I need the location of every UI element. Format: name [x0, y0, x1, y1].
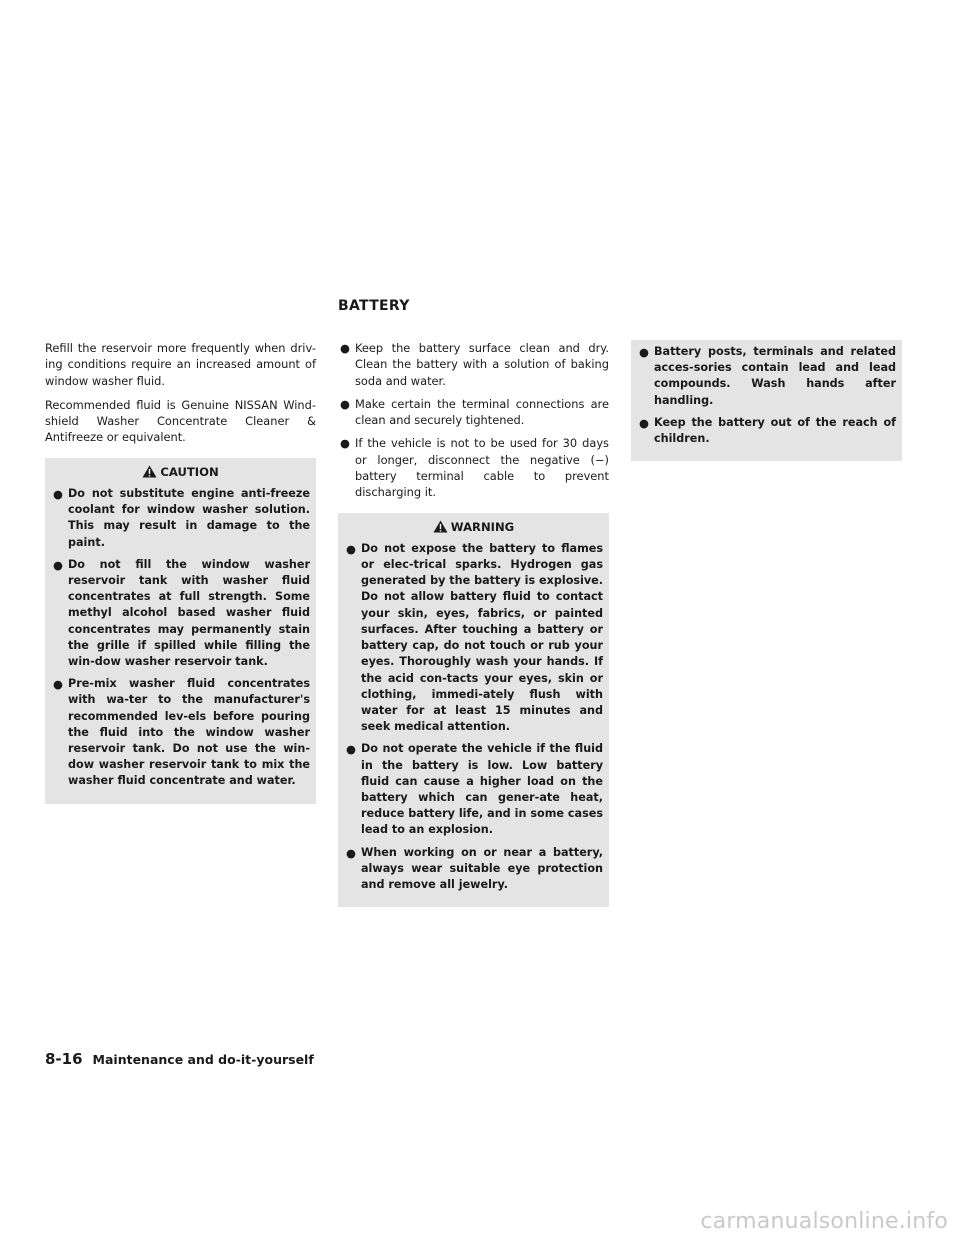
column-2: [338, 340, 609, 917]
list-item: ● Do not expose the battery to flames or elec-trical sparks. Hydrogen gas generated by the battery is explosive. Do not allow battery fluid to contact your skin, eyes, fabrics, or painted surfaces. After touching a battery or battery cap, do not touch or rub your eyes. Thoroughly wash your hands. If the acid con-tacts your eyes, skin or clothing, immedi-ately flush with water for at least 15 minutes and seek medical attention.: [346, 541, 603, 734]
bullet-icon: ●: [639, 345, 649, 359]
paragraph: Recommended fluid is Genuine NISSAN Wind-shield Washer Concentrate Cleaner & Antifreeze or equivalent.: [45, 397, 316, 445]
list-item: ● Make certain the terminal connections are clean and securely tightened.: [340, 396, 609, 428]
watermark: carmanualsonline.info: [700, 1209, 948, 1234]
column-3: [631, 340, 902, 471]
caution-title: [51, 464, 310, 480]
caution-label: CAUTION: [160, 464, 219, 479]
page-footer: [45, 1050, 314, 1068]
warning-title: [344, 519, 603, 535]
caution-box: [45, 458, 316, 804]
list-item: ● Pre-mix washer fluid concentrates with wa-ter to the manufacturer's recommended lev-els before pouring the fluid into the window washer reservoir tank. Do not use the win-dow washer reservoir tank to mix the washer fluid concentrate and water.: [53, 677, 310, 788]
bullet-icon: ●: [53, 486, 63, 501]
warning-box-continued: [631, 340, 902, 461]
column-1: [45, 340, 316, 814]
warning-triangle-icon: [142, 465, 157, 478]
bullet-icon: ●: [346, 541, 356, 556]
warning-label: WARNING: [450, 519, 515, 534]
list-item: ● Keep the battery out of the reach of children.: [639, 415, 896, 446]
list-item: ● Do not fill the window washer reservoir tank with washer fluid concentrates at full strength. Some methyl alcohol based washer fluid concentrates may permanently stain the grille if spilled while filling the win-dow washer reservoir tank.: [53, 557, 310, 669]
bullet-icon: ●: [53, 677, 63, 692]
bullet-icon: ●: [53, 557, 63, 572]
list-item: ● Keep the battery surface clean and dry. Clean the battery with a solution of baking soda and water.: [340, 341, 609, 388]
list-item: ● When working on or near a battery, always wear suitable eye protection and remove all jewelry.: [346, 845, 603, 891]
bullet-icon: ●: [340, 341, 350, 355]
warning-triangle-icon: [433, 520, 448, 533]
footer-section-title: Maintenance and do-it-yourself: [92, 1052, 314, 1067]
bullet-icon: ●: [340, 396, 350, 411]
list-item: ● If the vehicle is not to be used for 30 days or longer, disconnect the negative (−) battery terminal cable to prevent discharging it.: [340, 436, 609, 500]
bullet-icon: ●: [346, 742, 356, 757]
list-item: ● Do not operate the vehicle if the fluid in the battery is low. Low battery fluid can cause a higher load on the battery which can gener-ate heat, reduce battery life, and in some cases lead to an explosion.: [346, 742, 603, 837]
bullet-icon: ●: [340, 436, 350, 451]
section-title: BATTERY: [338, 298, 410, 314]
warning-box: [338, 513, 609, 907]
page-number: 8-16: [45, 1050, 83, 1068]
paragraph: Refill the reservoir more frequently when driv-ing conditions require an increased amount of window washer fluid.: [45, 341, 316, 388]
list-item: ● Do not substitute engine anti-freeze coolant for window washer solution. This may result in damage to the paint.: [53, 486, 310, 549]
bullet-icon: ●: [639, 415, 649, 430]
bullet-icon: ●: [346, 845, 356, 860]
list-item: ● Battery posts, terminals and related acces-sories contain lead and lead compounds. Wash hands after handling.: [639, 345, 896, 407]
